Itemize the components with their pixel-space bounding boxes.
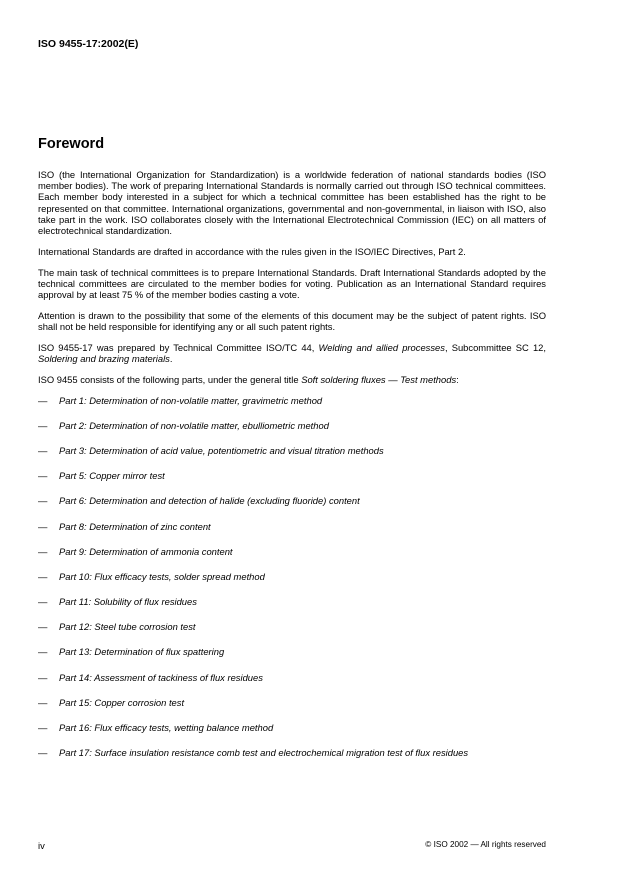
committee-title: Welding and allied processes [318,341,445,353]
list-item [38,697,546,722]
paragraph-prepared-by [38,342,546,364]
paragraph-patent-rights: Attention is drawn to the possibility that some of the elements of this document may be the subject of patent rights. ISO shall not be held responsible for identifying any or all such patent rights. [38,309,546,333]
part-title: Part 14: Assessment of tackiness of flux residues [59,671,263,683]
list-dash: — [38,696,48,708]
part-title: Part 10: Flux efficacy tests, solder spread method [59,570,265,582]
list-item [38,495,546,520]
list-dash: — [38,747,48,759]
part-title: Part 3: Determination of acid value, potentiometric and visual titration methods [59,444,384,456]
list-item [38,722,546,747]
paragraph-directives: International Standards are drafted in accordance with the rules given in the ISO/IEC Directives, Part 2. [38,245,466,257]
part-title: Part 12: Steel tube corrosion test [59,621,196,633]
part-title: Part 17: Surface insulation resistance comb test and electrochemical migration test of flux residues [59,747,469,759]
prepared-by-text-3: . [169,353,173,365]
subcommittee-title: Soldering and brazing materials [38,353,170,365]
part-title: Part 11: Solubility of flux residues [59,596,197,608]
foreword-body [38,169,546,772]
document-id-header: ISO 9455-17:2002(E) [38,38,139,50]
list-dash: — [38,722,48,734]
list-item [38,646,546,671]
part-title: Part 1: Determination of non-volatile matter, gravimetric method [59,394,323,406]
parts-intro-text: ISO 9455 consists of the following parts, under the general title [38,373,302,385]
list-item [38,621,546,646]
list-item [38,470,546,495]
list-dash: — [38,596,48,608]
page-title: Foreword [38,136,105,152]
list-dash: — [38,520,48,532]
list-dash: — [38,470,48,482]
prepared-by-text: ISO 9455-17 was prepared by Technical Committee ISO/TC 44, [38,341,319,353]
paragraph-parts-intro [38,374,546,385]
list-dash: — [38,671,48,683]
part-title: Part 13: Determination of flux spattering [59,646,225,658]
parts-list [38,395,546,773]
list-dash: — [38,646,48,658]
paragraph-iso-intro: ISO (the International Organization for Standardization) is a worldwide federation of national standards bodies (ISO member bodies). The work of preparing International Standards is normally carried out through ISO technical committees. Each member body interested in a subject for which a technical committee has been established has the right to be represented on that committee. International organizations, governmental and non-governmental, in liaison with ISO, also take part in the work. ISO collaborates closely with the International Electrotechnical Commission (IEC) on all matters of electrotechnical standardization. [38,169,546,237]
part-title: Part 16: Flux efficacy tests, wetting balance method [59,722,274,734]
copyright-notice: © ISO 2002 — All rights reserved [425,840,546,849]
list-item [38,596,546,621]
list-item [38,672,546,697]
part-title: Part 9: Determination of ammonia content [59,545,233,557]
list-item [38,546,546,571]
list-item [38,521,546,546]
list-dash: — [38,621,48,633]
list-dash: — [38,495,48,507]
page-number: iv [38,840,45,851]
part-title: Part 6: Determination and detection of halide (excluding fluoride) content [59,495,360,507]
list-item [38,420,546,445]
part-title: Part 2: Determination of non-volatile matter, ebulliometric method [59,419,329,431]
list-item [38,747,546,772]
general-title: Soft soldering fluxes — Test methods [301,373,457,385]
part-title: Part 8: Determination of zinc content [59,520,211,532]
list-item [38,571,546,596]
list-dash: — [38,419,48,431]
paragraph-technical-committees: The main task of technical committees is to prepare International Standards. Draft International Standards adopted by the technical committees are circulated to the member bodies for voting. Publication as an International Standard requires approval by at least 75 % of the member bodies casting a vote. [38,266,546,301]
list-dash: — [38,444,48,456]
list-dash: — [38,394,48,406]
part-title: Part 5: Copper mirror test [59,470,165,482]
list-dash: — [38,570,48,582]
list-dash: — [38,545,48,557]
part-title: Part 15: Copper corrosion test [59,696,185,708]
prepared-by-text-2: , Subcommittee SC 12, [444,341,546,353]
parts-intro-colon: : [456,373,459,385]
list-item [38,445,546,470]
list-item [38,395,546,420]
